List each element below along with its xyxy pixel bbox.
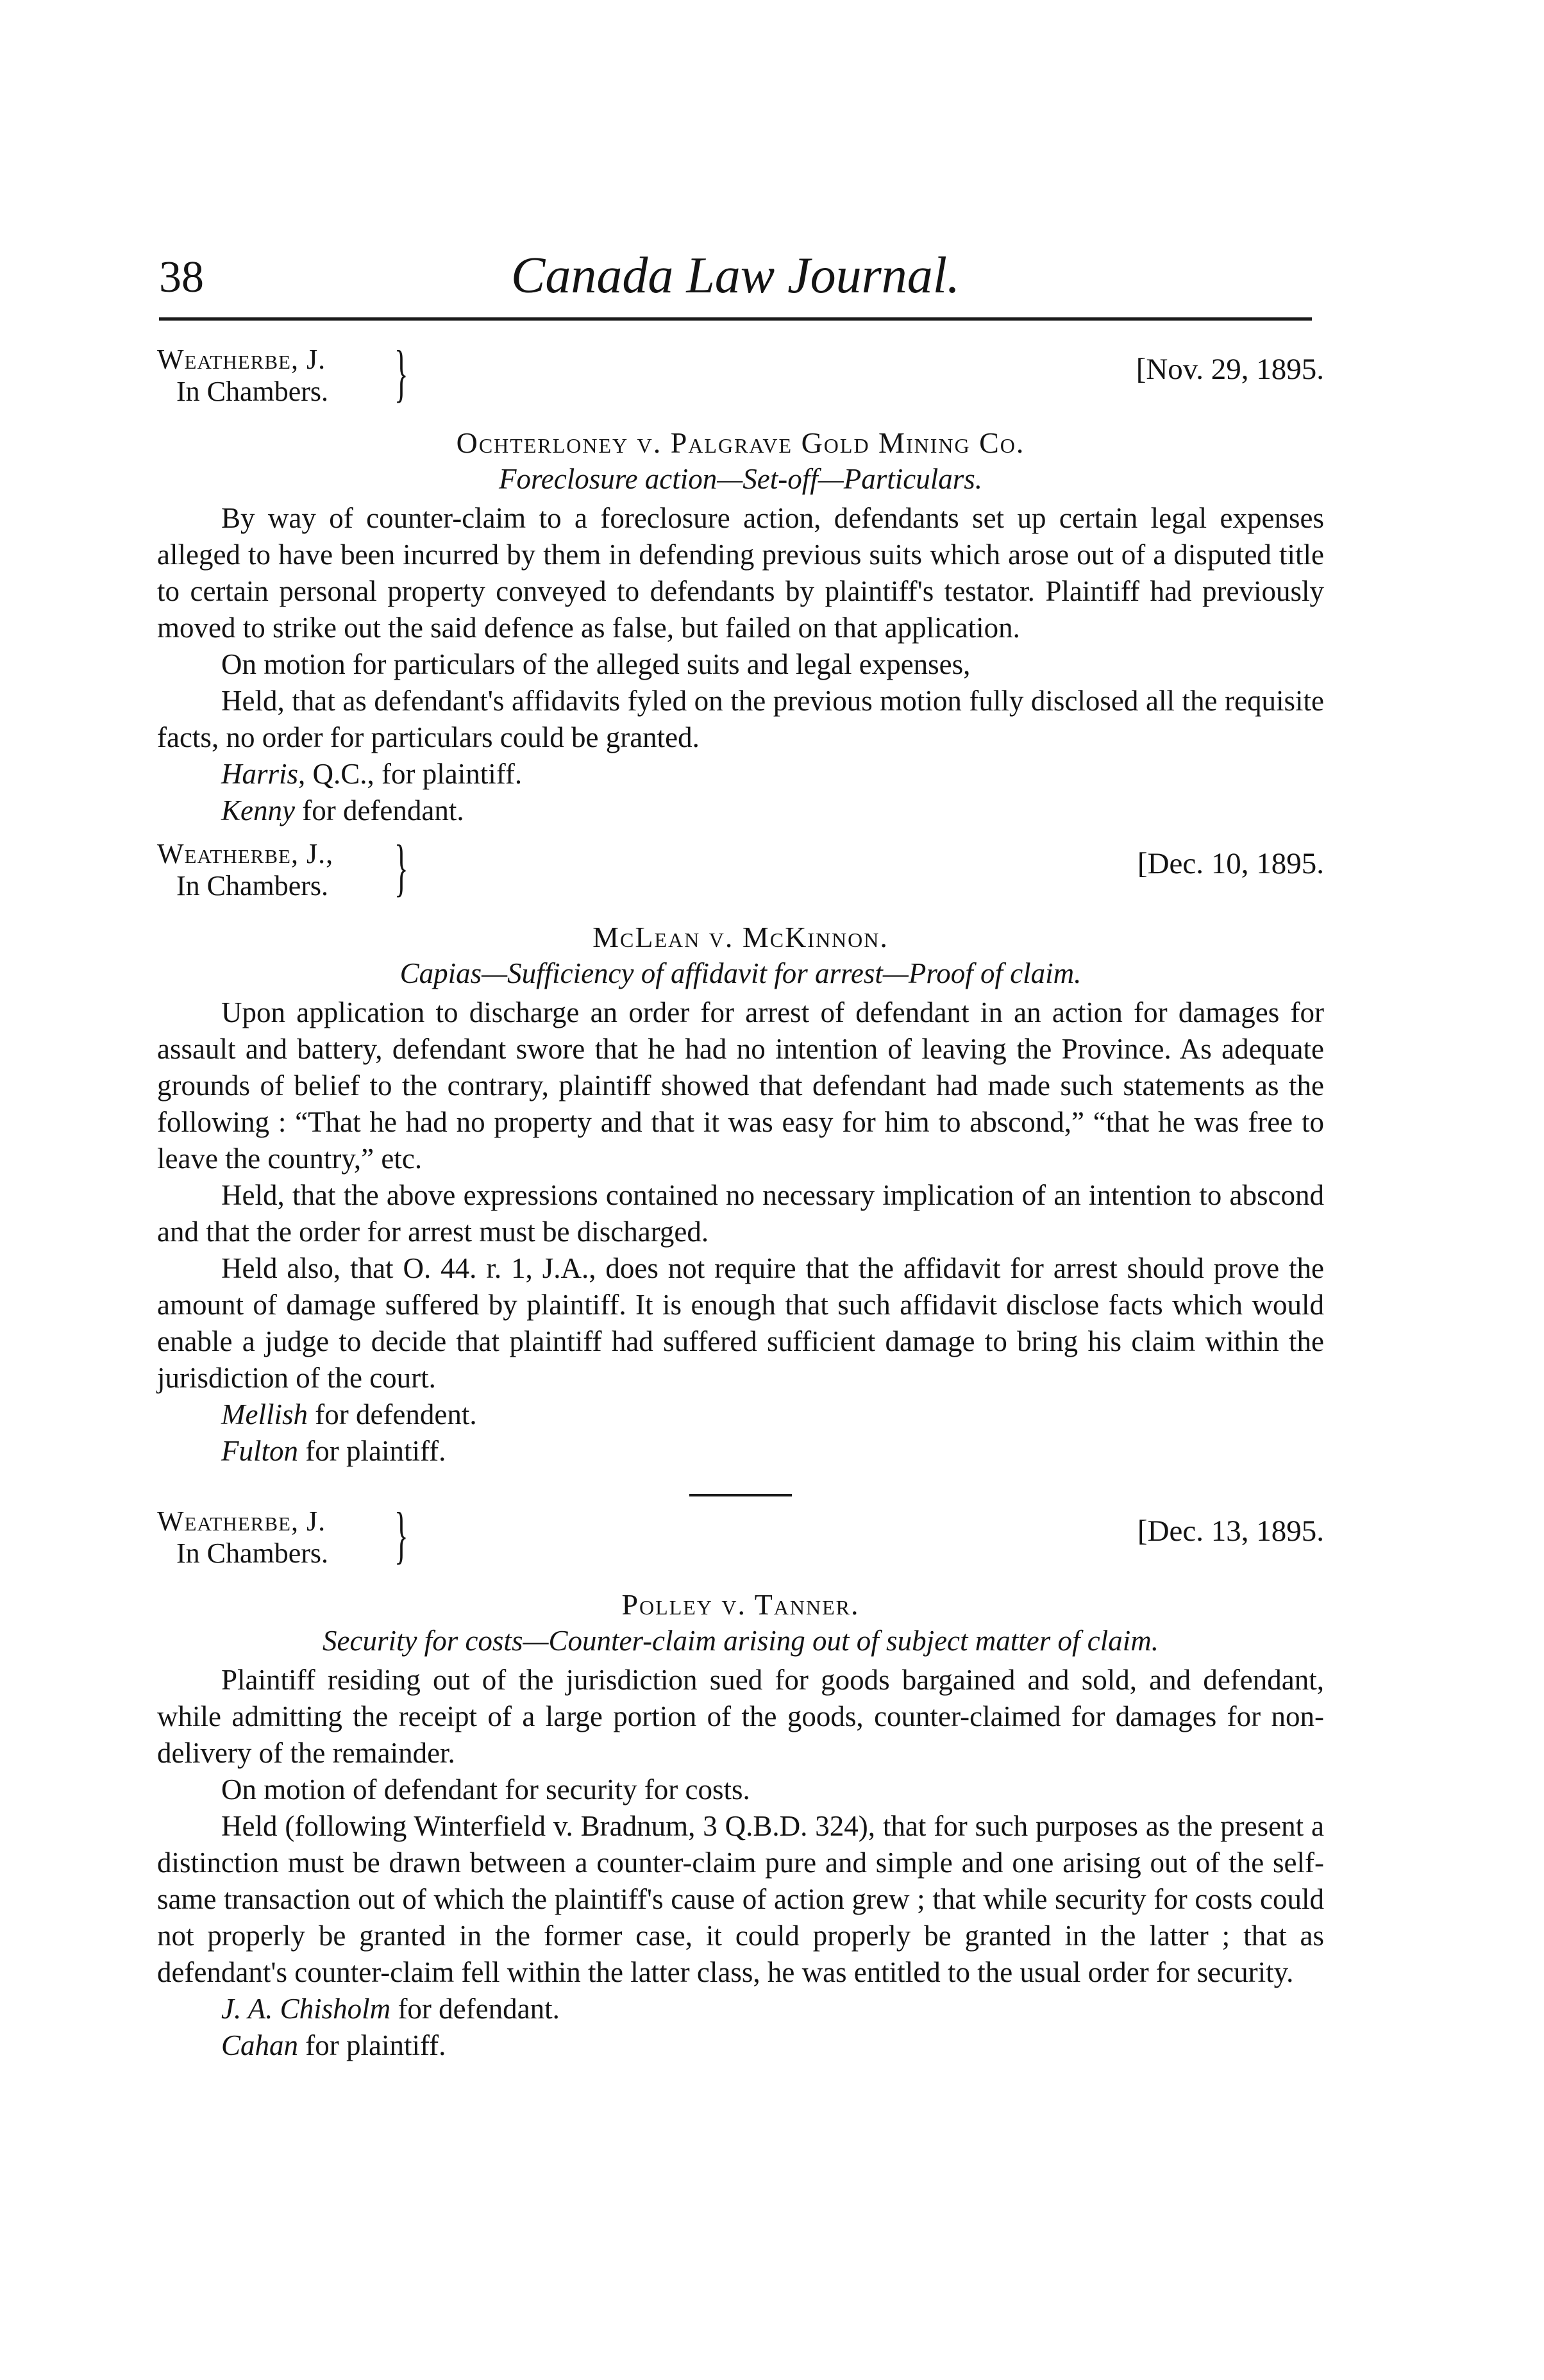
- page-number: 38: [159, 253, 204, 302]
- counsel-name: J. A. Chisholm: [221, 1993, 391, 2025]
- case-headnote: Security for costs—Counter-claim arising out of subject matter of claim.: [323, 1625, 1159, 1657]
- judge-name: Weatherbe, J.: [157, 1505, 326, 1537]
- brace-glyph: }: [394, 1499, 408, 1570]
- judge-info: [157, 344, 328, 408]
- case-holding: Held also, that O. 44. r. 1, J.A., does not require that the affidavit for arrest should prove the amount of damage suffered by plaintiff. It is enough that such affidavit disclose facts which would enable a judge to decide that plaintiff had suffered sufficient damage to bring his claim within the jurisdiction of the court.: [157, 1252, 1324, 1394]
- court-line: [157, 832, 1324, 915]
- counsel-role: for defendant.: [390, 1993, 560, 2025]
- case-paragraph: Plaintiff residing out of the jurisdiction sued for goods bargained and sold, and defendant, while admitting the receipt of a large portion of the goods, counter-claimed for damages for non-delivery of the remainder.: [157, 1664, 1324, 1769]
- brace-glyph: }: [394, 832, 408, 903]
- case-report: [157, 832, 1324, 1470]
- counsel-line: [221, 1433, 1324, 1470]
- court-line: [157, 337, 1324, 421]
- court-line: [157, 1499, 1324, 1582]
- case-headnote: Foreclosure action—Set-off—Particulars.: [498, 463, 983, 495]
- counsel-role: for defendant.: [294, 794, 464, 826]
- counsel-line: [221, 792, 1324, 829]
- case-name: Polley v. Tanner.: [621, 1588, 860, 1621]
- report-body: [157, 337, 1324, 2064]
- case-holding: Held, that as defendant's affidavits fyled on the previous motion fully disclosed all the requisite facts, no order for particulars could be granted.: [157, 685, 1324, 753]
- case-paragraph: On motion of defendant for security for costs.: [221, 1773, 750, 1806]
- counsel-line: [221, 1991, 1324, 2027]
- judge-name: Weatherbe, J.: [157, 344, 326, 375]
- case-name: McLean v. McKinnon.: [592, 921, 889, 953]
- running-head: [159, 247, 1312, 311]
- case-report: [157, 1499, 1324, 2064]
- case-paragraph: By way of counter-claim to a foreclosure action, defendants set up certain legal expenses alleged to have been incurred by them in defending previous suits which arose out of a disputed title to certain personal property conveyed to defendants by plaintiff's testator. Plaintiff had previously moved to strike out the said defence as false, but failed on that application.: [157, 502, 1324, 644]
- counsel-name: Mellish: [221, 1398, 308, 1430]
- chambers-label: In Chambers.: [176, 1538, 329, 1569]
- case-holding: Held (following Winterfield v. Bradnum, 3 Q.B.D. 324), that for such purposes as the present a distinction must be drawn between a counter-claim pure and simple and one arising out of the self-same transaction out of which the plaintiff's cause of action grew ; that while security for costs could not properly be granted in the former case, it could properly be granted in the latter ; that as defendant's counter-claim fell within the latter class, he was entitled to the usual order for security.: [157, 1810, 1324, 1988]
- counsel-name: Fulton: [221, 1435, 298, 1467]
- case-date: [Dec. 10, 1895.: [1137, 847, 1324, 880]
- counsel-line: [221, 756, 1324, 792]
- counsel-name: Harris: [221, 758, 299, 790]
- counsel-role: for plaintiff.: [298, 1435, 446, 1467]
- counsel-name: Kenny: [221, 794, 295, 826]
- case-paragraph: On motion for particulars of the alleged suits and legal expenses,: [221, 648, 971, 680]
- counsel-role: , Q.C., for plaintiff.: [298, 758, 523, 790]
- judge-info: [157, 1505, 328, 1570]
- case-headnote: Capias—Sufficiency of affidavit for arrest—Proof of claim.: [399, 957, 1082, 989]
- case-date: [Nov. 29, 1895.: [1136, 353, 1324, 386]
- judge-info: [157, 838, 333, 902]
- case-report: [157, 337, 1324, 829]
- counsel-line: [221, 1396, 1324, 1433]
- brace-glyph: }: [394, 337, 408, 408]
- counsel-role: for plaintiff.: [298, 2029, 446, 2061]
- journal-title: Canada Law Journal.: [510, 247, 961, 304]
- case-name: Ochterloney v. Palgrave Gold Mining Co.: [456, 426, 1025, 459]
- judge-name: Weatherbe, J.,: [157, 838, 334, 869]
- case-date: [Dec. 13, 1895.: [1137, 1514, 1324, 1548]
- chambers-label: In Chambers.: [176, 870, 329, 901]
- counsel-role: for defendent.: [307, 1398, 477, 1430]
- chambers-label: In Chambers.: [176, 376, 329, 407]
- counsel-name: Cahan: [221, 2029, 299, 2061]
- case-paragraph: Upon application to discharge an order for arrest of defendant in an action for damages for assault and battery, defendant swore that he had no intention of leaving the Province. As adequate grounds of belief to the contrary, plaintiff showed that defendant had made such statements as the following : “That he had no property and that it was easy for him to abscond,” “that he was free to leave the country,” etc.: [157, 996, 1324, 1175]
- counsel-line: [221, 2027, 1324, 2064]
- case-holding: Held, that the above expressions contained no necessary implication of an intention to abscond and that the order for arrest must be discharged.: [157, 1179, 1324, 1248]
- header-rule: [159, 317, 1312, 321]
